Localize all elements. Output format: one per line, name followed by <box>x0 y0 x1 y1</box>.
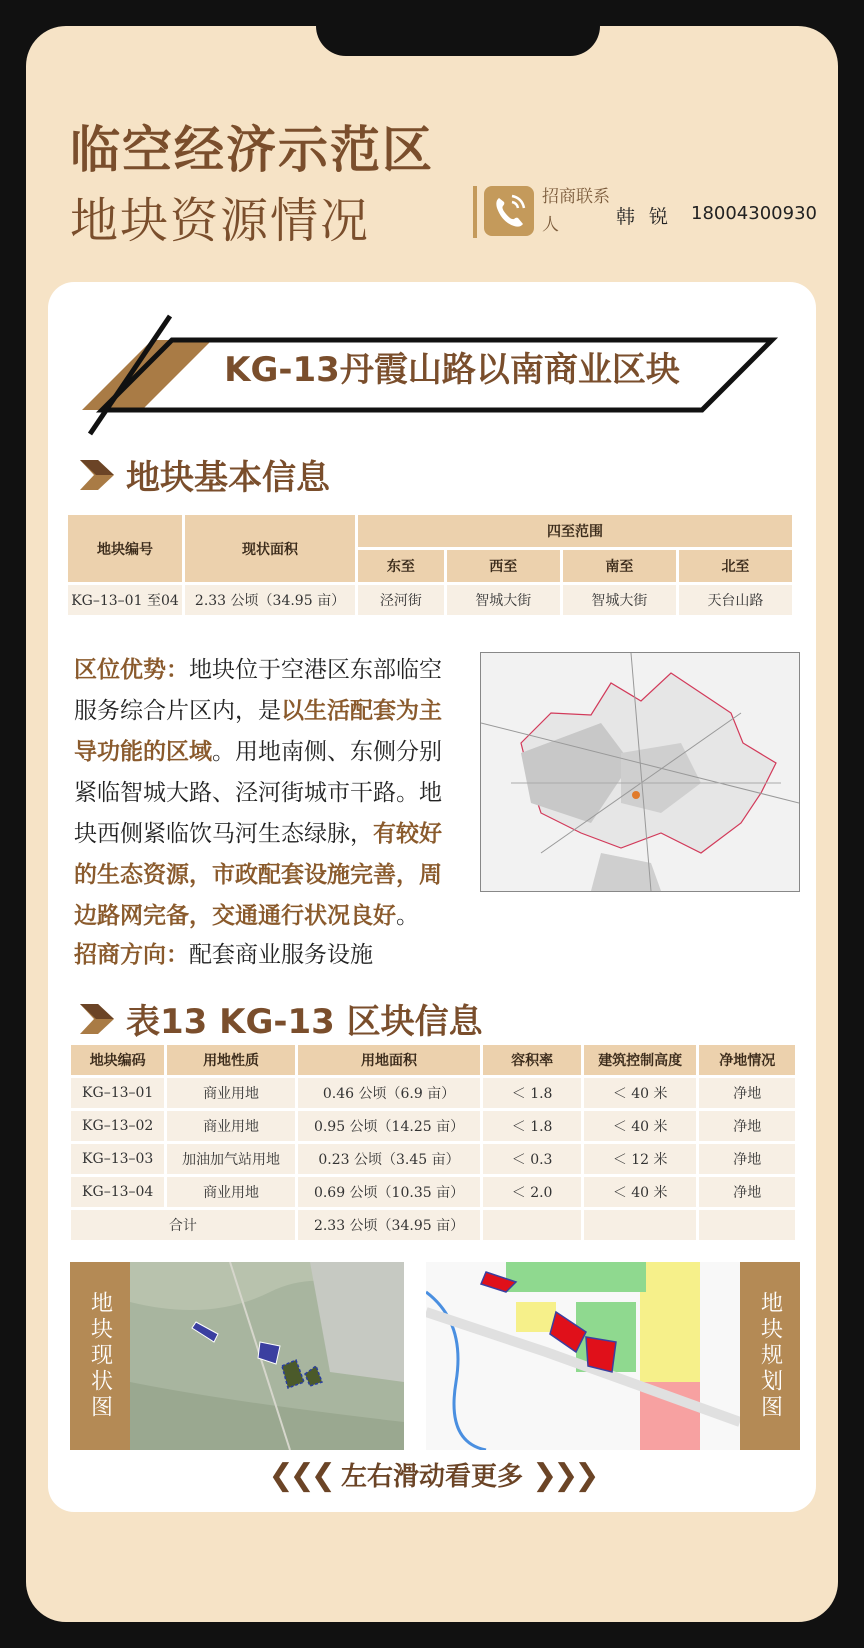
cell: 净地 <box>699 1144 795 1174</box>
cell-west: 智城大街 <box>447 585 560 615</box>
chevron-left-icon: ❮❮❮ <box>268 1458 332 1493</box>
col-south: 南至 <box>563 550 676 582</box>
advantage-text-3: 。 <box>396 903 419 929</box>
cell: ＜ 2.0 <box>483 1177 581 1207</box>
investment-direction <box>74 936 373 969</box>
top-notch <box>316 26 600 56</box>
cell: 商业用地 <box>167 1177 294 1207</box>
cell-total-area: 2.33 公顷（34.95 亩） <box>298 1210 481 1240</box>
table-row <box>68 585 792 615</box>
cell: ＜ 1.8 <box>483 1078 581 1108</box>
content-card <box>48 282 816 1512</box>
cell: ＜ 1.8 <box>483 1111 581 1141</box>
cell-area: 2.33 公顷（34.95 亩） <box>185 585 355 615</box>
cell: 0.69 公顷（10.35 亩） <box>298 1177 481 1207</box>
cell: 商业用地 <box>167 1111 294 1141</box>
cell: ＜ 40 米 <box>584 1078 697 1108</box>
cell-plot-id: KG–13–01 至04 <box>68 585 182 615</box>
table-row-total <box>71 1210 795 1240</box>
planning-image <box>426 1262 800 1450</box>
section-heading-basic <box>76 450 330 501</box>
col-land-area: 用地面积 <box>298 1045 481 1075</box>
planning-map <box>426 1262 740 1450</box>
advantage-label: 区位优势： <box>74 657 189 683</box>
col-west: 西至 <box>447 550 560 582</box>
cell: KG–13–02 <box>71 1111 164 1141</box>
section-heading-text: 表13 KG-13 区块信息 <box>126 1002 483 1042</box>
cell: KG–13–04 <box>71 1177 164 1207</box>
chevron-right-icon <box>76 1002 116 1045</box>
col-use: 用地性质 <box>167 1045 294 1075</box>
table-row <box>71 1144 795 1174</box>
contact-label: 招商联系人 <box>542 187 610 235</box>
advantage-text-2: 。用地南侧、东侧分别紧临智城大路、泾河街城市干路。地块西侧紧临饮马河生态绿脉， <box>74 739 442 847</box>
cell-north: 天台山路 <box>679 585 792 615</box>
col-area: 现状面积 <box>185 515 355 582</box>
cell: 商业用地 <box>167 1078 294 1108</box>
basic-info-table <box>65 512 795 618</box>
swipe-hint[interactable] <box>26 1456 838 1493</box>
cell: 净地 <box>699 1078 795 1108</box>
col-east: 东至 <box>358 550 444 582</box>
direction-value: 配套商业服务设施 <box>189 942 373 968</box>
advantage-highlight-2: 有较好的生态资源，市政配套设施完善，周边路网完备，交通通行状况良好 <box>74 821 442 929</box>
poster-frame <box>26 26 838 1622</box>
planning-label: 地块规划图 <box>740 1262 800 1450</box>
current-status-image <box>70 1262 404 1450</box>
page-subtitle: 地块资源情况 <box>70 193 371 249</box>
cell: 0.95 公顷（14.25 亩） <box>298 1111 481 1141</box>
cell: ＜ 0.3 <box>483 1144 581 1174</box>
cell: ＜ 12 米 <box>584 1144 697 1174</box>
direction-label: 招商方向： <box>74 942 189 968</box>
col-status: 净地情况 <box>699 1045 795 1075</box>
cell: ＜ 40 米 <box>584 1111 697 1141</box>
cell: 净地 <box>699 1177 795 1207</box>
table-row <box>71 1177 795 1207</box>
table-row <box>71 1111 795 1141</box>
block-title: KG-13丹霞山路以南商业区块 <box>224 350 680 390</box>
col-north: 北至 <box>679 550 792 582</box>
swipe-hint-text: 左右滑动看更多 <box>340 1462 523 1492</box>
cell <box>584 1210 697 1240</box>
advantage-highlight-1: 以生活配套为主导功能的区域 <box>74 698 442 765</box>
cell: ＜ 40 米 <box>584 1177 697 1207</box>
section-heading-table <box>76 994 483 1045</box>
section-heading-text: 地块基本信息 <box>126 458 330 498</box>
chevron-right-icon <box>76 458 116 501</box>
table-row <box>71 1078 795 1108</box>
col-code: 地块编码 <box>71 1045 164 1075</box>
col-height: 建筑控制高度 <box>584 1045 697 1075</box>
cell: 0.23 公顷（3.45 亩） <box>298 1144 481 1174</box>
cell-east: 泾河街 <box>358 585 444 615</box>
advantage-text-1: 地块位于空港区东部临空服务综合片区内，是 <box>74 657 442 724</box>
cell: 净地 <box>699 1111 795 1141</box>
cell-total-label: 合计 <box>71 1210 295 1240</box>
col-plot-id: 地块编号 <box>68 515 182 582</box>
col-bounds: 四至范围 <box>358 515 792 547</box>
cell <box>699 1210 795 1240</box>
cell <box>483 1210 581 1240</box>
location-advantage <box>74 650 454 937</box>
location-map <box>480 652 800 892</box>
cell: KG–13–01 <box>71 1078 164 1108</box>
contact-name: 韩 锐 <box>616 206 673 228</box>
cell-south: 智城大街 <box>563 585 676 615</box>
contact-divider <box>473 186 477 238</box>
block-info-table <box>68 1042 798 1243</box>
satellite-image <box>130 1262 404 1450</box>
chevron-right-icon: ❯❯❯ <box>532 1458 596 1493</box>
contact-phone[interactable]: 18004300930 <box>691 203 817 224</box>
cell: KG–13–03 <box>71 1144 164 1174</box>
cell: 加油加气站用地 <box>167 1144 294 1174</box>
current-status-label: 地块现状图 <box>70 1262 130 1450</box>
cell: 0.46 公顷（6.9 亩） <box>298 1078 481 1108</box>
phone-icon <box>484 186 534 236</box>
col-far: 容积率 <box>483 1045 581 1075</box>
page-title: 临空经济示范区 <box>70 121 434 179</box>
